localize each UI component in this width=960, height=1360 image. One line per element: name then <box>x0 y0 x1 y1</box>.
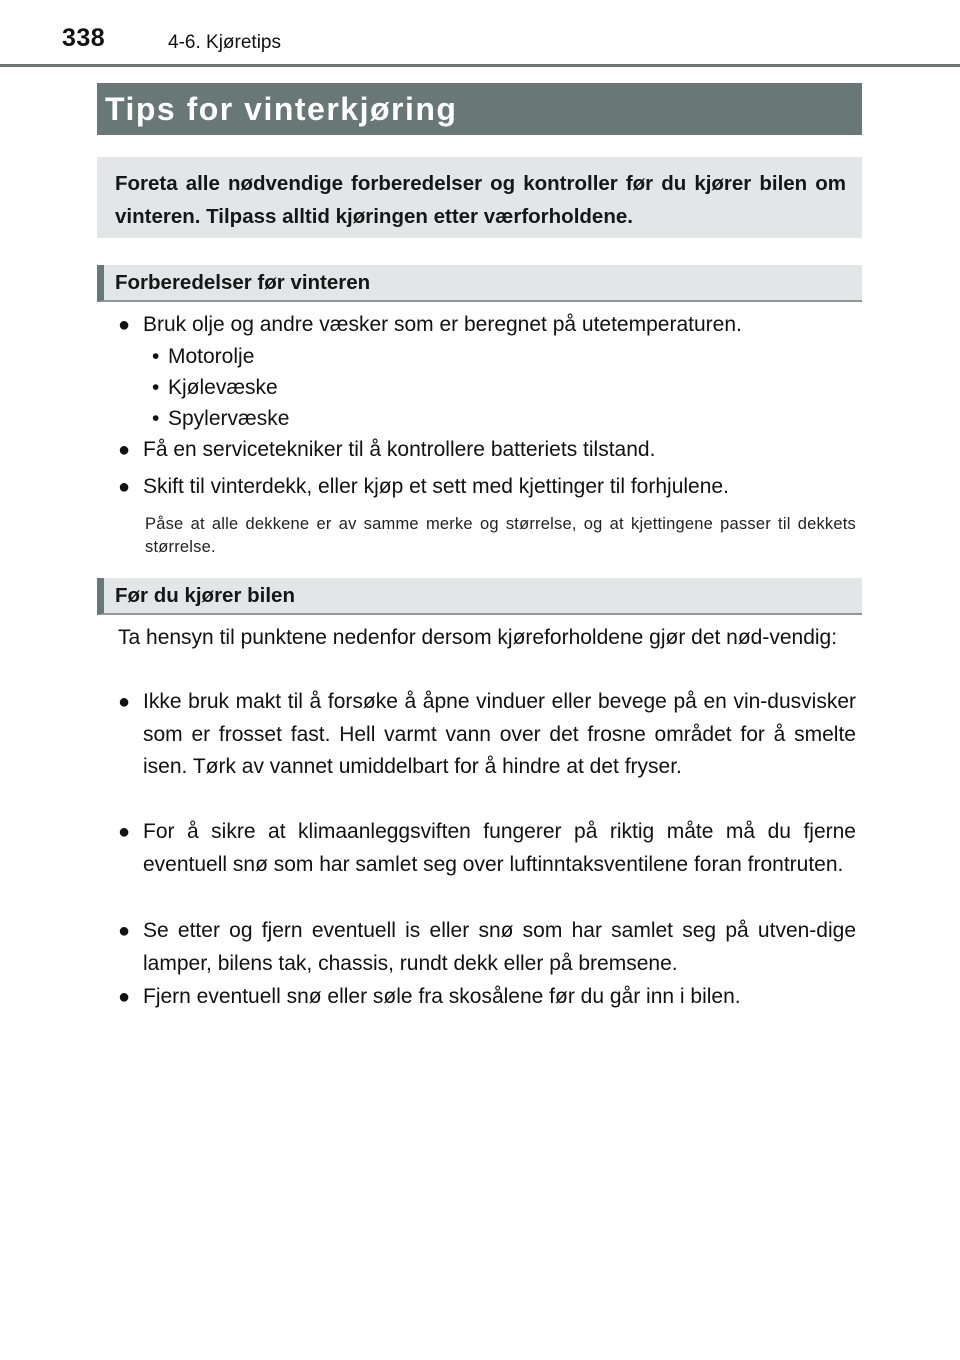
bullet-icon: ● <box>118 439 131 461</box>
list-item-text: Få en servicetekniker til å kontrollere batteriets tilstand. <box>143 438 656 461</box>
chapter-title: 4-6. Kjøretips <box>168 32 281 53</box>
list-item <box>118 471 856 504</box>
section-heading-label: Før du kjører bilen <box>115 583 295 607</box>
dot-icon: • <box>152 345 160 368</box>
list-item-text: Fjern eventuell snø eller søle fra skosålene før du går inn i bilen. <box>143 985 741 1008</box>
section-heading-label: Forberedelser før vinteren <box>115 270 371 294</box>
list-item-text: Ikke bruk makt til å forsøke å åpne vinduer eller bevege på en vin-dusvisker som er frosset fast. Hell varmt vann over det frosne området for å smelte isen. Tørk av vannet umiddelbart for å hindre at det fryser. <box>143 690 856 778</box>
bullet-icon: ● <box>118 920 131 942</box>
header-rule <box>0 64 960 67</box>
sub-list-item-text: Kjølevæske <box>168 376 278 399</box>
section-intro-text: Ta hensyn til punktene nedenfor dersom kjøreforholdene gjør det nød-vendig: <box>118 626 838 649</box>
bullet-icon: ● <box>118 691 131 713</box>
sub-list-item-text: Spylervæske <box>168 407 290 430</box>
bullet-icon: ● <box>118 314 131 336</box>
title-bar <box>97 83 862 135</box>
section-heading-preparations <box>97 265 862 302</box>
list-item <box>118 816 856 881</box>
sub-list-item-text: Motorolje <box>168 345 255 368</box>
list-item-text: For å sikre at klimaanleggsviften fungerer på riktig måte må du fjerne eventuell snø som har samlet seg over luftinntaksventilene foran frontruten. <box>143 820 856 876</box>
list-item <box>118 434 856 467</box>
sub-list-item <box>152 341 254 372</box>
list-item <box>118 686 856 784</box>
bullet-icon: ● <box>118 476 131 498</box>
page-title: Tips for vinterkjøring <box>105 90 458 127</box>
intro-box <box>97 157 862 238</box>
list-item <box>118 981 856 1014</box>
note-text: Påse at alle dekkene er av samme merke og størrelse, og at kjettingene passer til dekkets størrelse. <box>145 515 856 556</box>
intro-text: Foreta alle nødvendige forberedelser og kontroller før du kjører bilen om vinteren. Tilpass alltid kjøringen etter værforholdene. <box>115 172 846 228</box>
list-item <box>118 915 856 980</box>
sub-list-item <box>152 403 289 434</box>
dot-icon: • <box>152 407 160 430</box>
section-heading-before-driving <box>97 578 862 615</box>
list-item-text: Se etter og fjern eventuell is eller snø som har samlet seg på utven-dige lamper, bilens tak, chassis, rundt dekk eller på bremsene. <box>143 919 856 975</box>
dot-icon: • <box>152 376 160 399</box>
list-item <box>118 309 856 342</box>
bullet-icon: ● <box>118 986 131 1008</box>
bullet-icon: ● <box>118 821 131 843</box>
list-item-text: Skift til vinterdekk, eller kjøp et sett med kjettinger til forhjulene. <box>143 475 729 498</box>
page-number: 338 <box>62 24 106 52</box>
list-item-text: Bruk olje og andre væsker som er beregnet på utetemperaturen. <box>143 313 742 336</box>
sub-list-item <box>152 372 278 403</box>
